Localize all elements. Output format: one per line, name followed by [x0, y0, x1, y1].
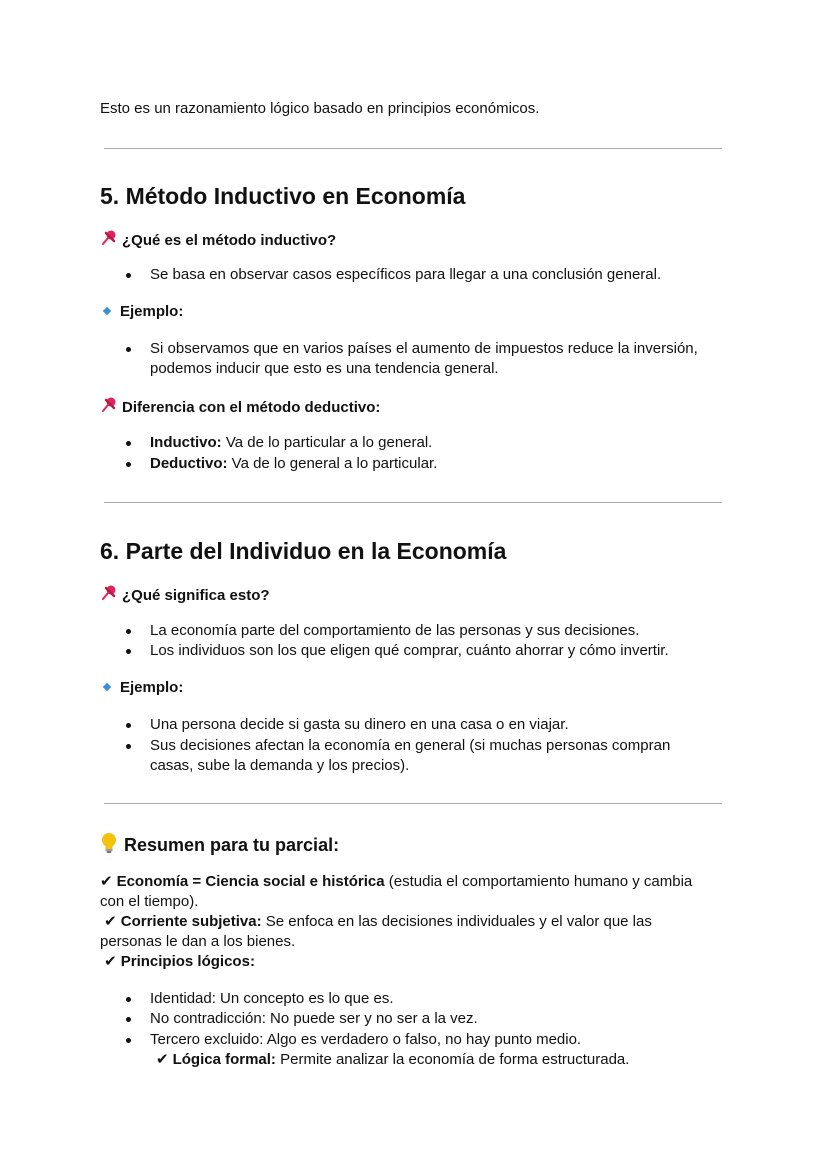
principles-bold: Principios lógicos: — [120, 953, 255, 970]
list-item: Tercero excluido: Algo es verdadero o falso, no hay punto medio. — [150, 1031, 582, 1048]
economy-text: (estudia el comportamiento humano y cambia — [384, 873, 693, 890]
summary-principles — [100, 952, 255, 972]
divider — [104, 502, 722, 503]
pushpin-icon — [100, 584, 118, 608]
check-icon: ✔ — [104, 913, 117, 930]
list-item: Una persona decide si gasta su dinero en una casa o en viajar. — [150, 716, 569, 733]
inductive-label: Inductivo: — [150, 434, 222, 451]
list-item — [156, 1050, 736, 1070]
bullet — [126, 273, 131, 278]
list-item-line: Sus decisiones afectan la economía en general (si muchas personas compran — [150, 737, 671, 754]
s6-question-text: ¿Qué significa esto? — [122, 587, 270, 604]
bullet — [126, 629, 131, 634]
logic-bold: Lógica formal: — [172, 1051, 276, 1068]
s6-example-heading — [100, 678, 183, 698]
deductive-text: Va de lo general a lo particular. — [227, 455, 438, 472]
bullet — [126, 723, 131, 728]
list-item: No contradicción: No puede ser y no ser a la vez. — [150, 1010, 478, 1027]
subjective-text-cont: personas le dan a los bienes. — [100, 933, 296, 950]
bullet — [126, 649, 131, 654]
bullet — [126, 347, 131, 352]
list-item: La economía parte del comportamiento de las personas y sus decisiones. — [150, 622, 640, 639]
list-item: Los individuos son los que eligen qué comprar, cuánto ahorrar y cómo invertir. — [150, 642, 669, 659]
summary-title: Resumen para tu parcial: — [124, 835, 340, 855]
s6-question-heading — [100, 584, 270, 608]
summary-subjective — [100, 912, 730, 952]
summary-heading — [100, 832, 339, 860]
s5-question-text: ¿Qué es el método inductivo? — [122, 232, 337, 249]
list-item — [150, 454, 730, 474]
divider — [104, 148, 722, 149]
blue-diamond-icon — [103, 683, 111, 691]
logic-text: Permite analizar la economía de forma estructurada. — [275, 1051, 630, 1068]
bullet — [126, 997, 131, 1002]
s5-example-heading — [100, 302, 183, 322]
blue-diamond-icon — [103, 307, 111, 315]
pushpin-icon — [100, 396, 118, 420]
summary-economy — [100, 872, 730, 912]
check-icon: ✔ — [100, 873, 113, 890]
s5-question-heading — [100, 229, 336, 253]
example-label: Ejemplo: — [120, 303, 184, 320]
subjective-bold: Corriente subjetiva: — [120, 913, 262, 930]
intro-paragraph: Esto es un razonamiento lógico basado en principios económicos. — [100, 100, 540, 117]
section-6-title: 6. Parte del Individuo en la Economía — [100, 538, 507, 564]
list-item: Identidad: Un concepto es lo que es. — [150, 990, 394, 1007]
section-5-title: 5. Método Inductivo en Economía — [100, 183, 466, 209]
check-icon: ✔ — [156, 1051, 169, 1068]
bullet — [126, 1017, 131, 1022]
list-item — [150, 339, 730, 379]
difference-text: Diferencia con el método deductivo: — [122, 399, 381, 416]
list-item-line: casas, sube la demanda y los precios). — [150, 757, 410, 774]
list-item — [150, 433, 730, 453]
deductive-label: Deductivo: — [150, 455, 228, 472]
bullet — [126, 441, 131, 446]
bullet — [126, 1038, 131, 1043]
list-item — [150, 736, 730, 776]
economy-bold: Economía = Ciencia social e histórica — [116, 873, 385, 890]
list-item-line: Si observamos que en varios países el aumento de impuestos reduce la inversión, — [150, 340, 698, 357]
check-icon: ✔ — [104, 953, 117, 970]
subjective-text: Se enfoca en las decisiones individuales y el valor que las — [261, 913, 652, 930]
divider — [104, 803, 722, 804]
economy-text-cont: con el tiempo). — [100, 893, 199, 910]
light-bulb-icon — [100, 832, 118, 860]
list-item: Se basa en observar casos específicos para llegar a una conclusión general. — [150, 266, 662, 283]
inductive-text: Va de lo particular a lo general. — [221, 434, 433, 451]
bullet — [126, 744, 131, 749]
bullet — [126, 462, 131, 467]
example-label: Ejemplo: — [120, 679, 184, 696]
list-item-line: podemos inducir que esto es una tendencia general. — [150, 360, 499, 377]
pushpin-icon — [100, 229, 118, 253]
s5-difference-heading — [100, 396, 380, 420]
